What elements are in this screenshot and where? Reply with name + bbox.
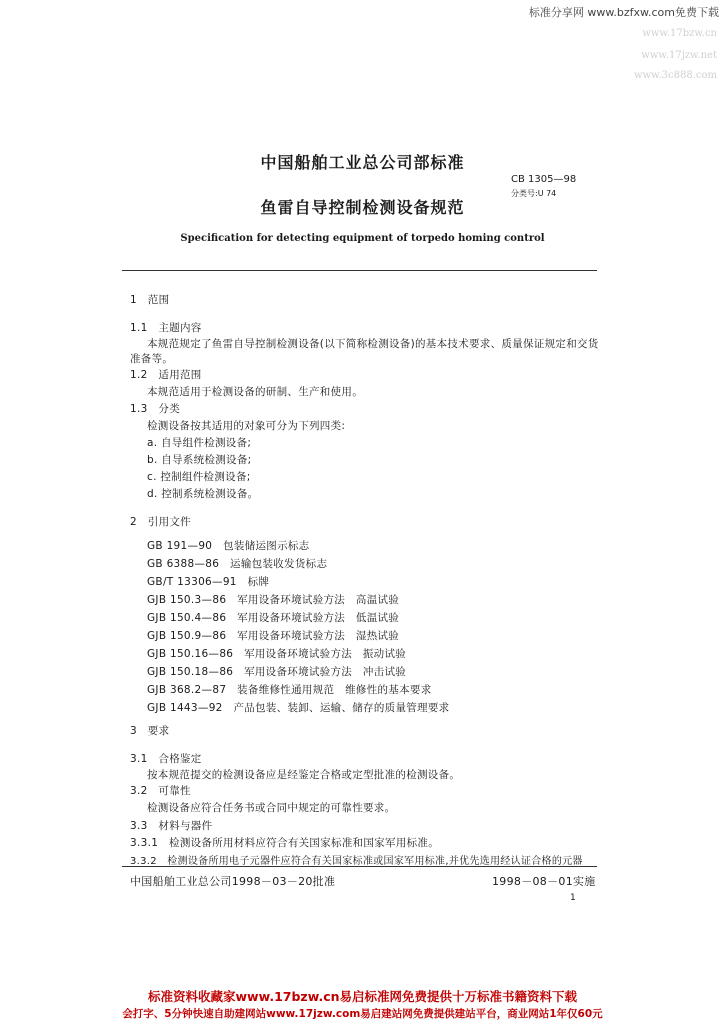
reference-item: GB/T 13306—91 标牌 (147, 576, 270, 588)
section-1-2-text: 本规范适用于检测设备的研制、生产和使用。 (147, 386, 363, 398)
reference-item: GJB 368.2—87 装备维修性通用规范 维修性的基本要求 (147, 684, 432, 696)
standard-organization: 中国船舶工业总公司部标准 (260, 153, 465, 172)
section-1-3-text: 检测设备按其适用的对象可分为下列四类: (147, 420, 346, 432)
reference-item: GB 6388—86 运输包装收发货标志 (147, 558, 328, 570)
section-2-heading: 2 引用文件 (130, 516, 191, 528)
approval-date: 中国船舶工业总公司1998－03－20批准 (130, 875, 336, 888)
header-divider (122, 270, 597, 271)
reference-item: GJB 150.3—86 军用设备环境试验方法 高温试验 (147, 594, 400, 606)
site-header: 标准分享网 www.bzfxw.com免费下载 (528, 6, 719, 19)
section-1-1-heading: 1.1 主题内容 (130, 322, 202, 334)
standard-code: CB 1305—98 (511, 174, 577, 185)
reference-item: GJB 150.9—86 军用设备环境试验方法 湿热试验 (147, 630, 400, 642)
section-1-2-heading: 1.2 适用范围 (130, 369, 202, 381)
watermark-1: www.17bzw.cn (642, 28, 717, 39)
section-1-3-heading: 1.3 分类 (130, 403, 180, 415)
list-item: c. 控制组件检测设备; (147, 471, 251, 483)
section-3-1-heading: 3.1 合格鉴定 (130, 753, 202, 765)
list-item: a. 自导组件检测设备; (147, 437, 252, 449)
section-1-heading: 1 范围 (130, 294, 170, 306)
page-number: 1 (570, 893, 576, 903)
section-3-3-heading: 3.3 材料与器件 (130, 820, 213, 832)
section-3-2-heading: 3.2 可靠性 (130, 785, 191, 797)
reference-item: GJB 150.18—86 军用设备环境试验方法 冲击试验 (147, 666, 407, 678)
site-banner-line-2[interactable]: 会打字、5分钟快速自助建网站www.17jzw.com易启建站网免费提供建站平台，商业网站1年仅60元 (122, 1008, 603, 1020)
reference-item: GJB 150.4—86 军用设备环境试验方法 低温试验 (147, 612, 400, 624)
watermark-3: www.3c888.com (633, 70, 717, 81)
page-bottom-rule (122, 866, 597, 867)
section-3-1-text: 按本规范提交的检测设备应是经鉴定合格或定型批准的检测设备。 (147, 769, 461, 781)
document-title-english: Specification for detecting equipment of torpedo homing control (180, 233, 545, 244)
reference-item: GJB 1443—92 产品包装、装卸、运输、储存的质量管理要求 (147, 702, 450, 714)
reference-item: GB 191—90 包装储运图示标志 (147, 540, 310, 552)
reference-item: GJB 150.16—86 军用设备环境试验方法 振动试验 (147, 648, 407, 660)
section-3-heading: 3 要求 (130, 725, 170, 737)
section-3-2-text: 检测设备应符合任务书或合同中规定的可靠性要求。 (147, 802, 396, 814)
section-1-1-text-1: 本规范规定了鱼雷自导控制检测设备(以下简称检测设备)的基本技术要求、质量保证规定和交货 (147, 338, 599, 350)
section-1-1-text-2: 准备等。 (130, 353, 174, 365)
list-item: d. 控制系统检测设备。 (147, 488, 259, 500)
document-title: 鱼雷自导控制检测设备规范 (260, 198, 465, 217)
effective-date: 1998－08－01实施 (492, 875, 596, 888)
site-banner-line-1[interactable]: 标准资料收藏家www.17bzw.cn易启标准网免费提供十万标准书籍资料下载 (147, 989, 578, 1004)
list-item: b. 自导系统检测设备; (147, 454, 252, 466)
classification-number: 分类号:U 74 (511, 189, 557, 198)
watermark-2: www.17jzw.net (641, 50, 717, 61)
section-3-3-1-text: 3.3.1 检测设备所用材料应符合有关国家标准和国家军用标准。 (130, 837, 440, 849)
section-3-3-2-text: 3.3.2 检测设备所用电子元器件应符合有关国家标准或国家军用标准,并优先选用经认证合格的元器 (130, 856, 583, 867)
